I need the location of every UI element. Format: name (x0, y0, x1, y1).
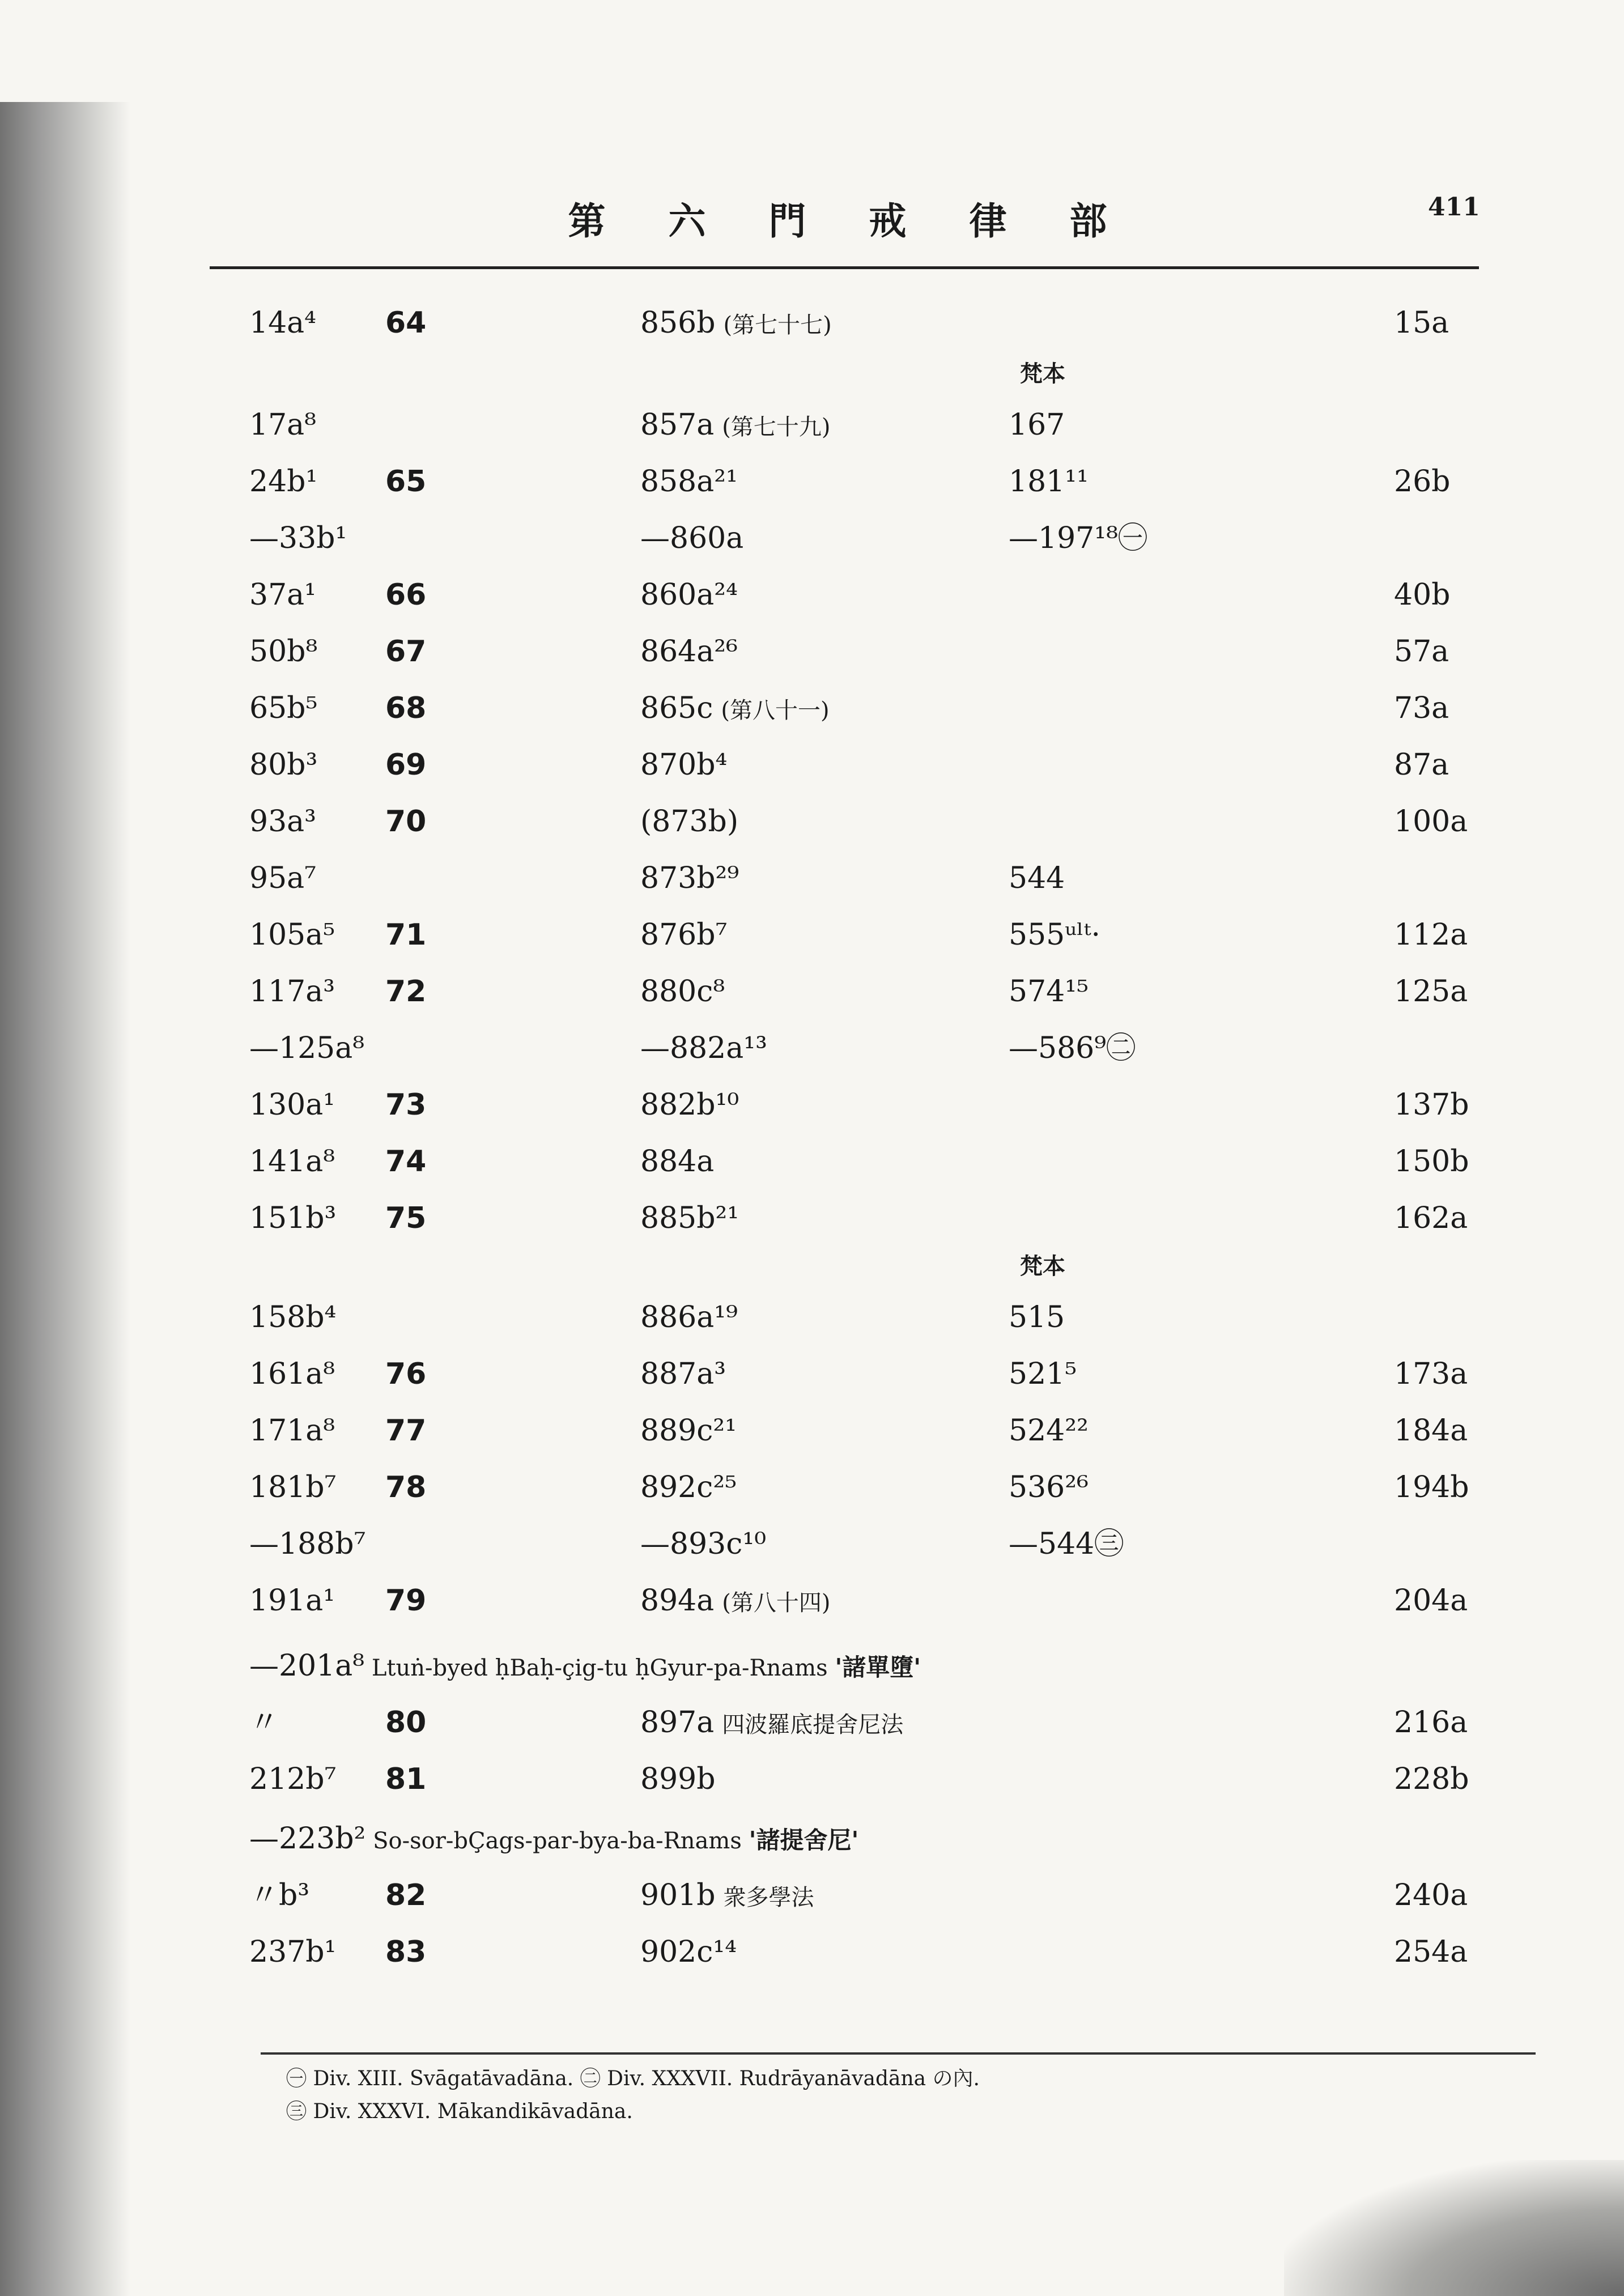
footnote-line: ㊂ Div. XXXVI. Mākandikāvadāna. (286, 2100, 633, 2123)
number-cell-text: 77 (385, 1414, 427, 1448)
ref-cell-text: 161a⁸ (249, 1357, 335, 1391)
number-cell-text: 78 (385, 1470, 427, 1504)
chapter-note: (第七十九) (722, 414, 831, 440)
ref-cell-text: 212b⁷ (249, 1762, 337, 1796)
number-cell (385, 1924, 426, 1980)
page-cell-text: 40b (1394, 578, 1451, 612)
page-cell (1394, 295, 1449, 351)
ref-cell (640, 1402, 745, 1459)
sanskrit-cell-text: 574¹⁵ (1009, 975, 1089, 1009)
ref-cell-text: 873b²⁹ (640, 861, 739, 895)
section-heading (0, 1810, 1624, 1867)
number-cell-text: 68 (385, 691, 427, 725)
page-cell-text: 112a (1394, 918, 1468, 952)
table-row (0, 1402, 1624, 1459)
ref-cell-text: 80b³ (249, 748, 318, 782)
section-line (249, 1638, 921, 1694)
sanskrit-cell-text: 521⁵ (1009, 1357, 1077, 1391)
ref-cell-text: 17a⁸ (249, 408, 317, 442)
section-line (249, 1810, 858, 1867)
ref-cell (640, 1459, 745, 1516)
number-cell (385, 453, 426, 510)
ref-cell-text: 887a³ (640, 1357, 726, 1391)
ref-cell (249, 397, 316, 453)
ref-cell (249, 1867, 309, 1924)
number-cell (385, 1190, 426, 1247)
number-cell-text: 80 (385, 1706, 427, 1740)
ref-cell-text: —893c¹⁰ (640, 1527, 767, 1561)
number-cell (385, 907, 426, 963)
page-cell-text: 228b (1394, 1762, 1469, 1796)
ref-cell (249, 850, 316, 907)
ref-cell-text: 191a¹ (249, 1584, 335, 1618)
sanskrit-cell (1009, 397, 1065, 453)
ref-cell-text: 897a (640, 1706, 715, 1740)
page-cell (1394, 907, 1468, 963)
ref-cell (249, 567, 316, 623)
sanskrit-cell (1009, 907, 1100, 963)
ref-cell-text: 181b⁷ (249, 1470, 337, 1504)
section-heading (0, 1638, 1624, 1694)
ref-cell (249, 623, 317, 680)
number-cell-text: 74 (385, 1145, 427, 1179)
page-number: 411 (1428, 193, 1480, 222)
number-cell (385, 567, 426, 623)
ref-cell-text: 65b⁵ (249, 691, 318, 725)
ref-cell (249, 1077, 335, 1133)
ref-cell (249, 1694, 279, 1751)
table-row (0, 1751, 1624, 1808)
page-cell (1394, 1572, 1468, 1629)
ref-cell-text: —882a¹³ (640, 1031, 767, 1065)
ref-cell-text: 865c (640, 691, 713, 725)
number-cell (385, 623, 426, 680)
ref-cell (640, 907, 735, 963)
sanskrit-cell (1009, 963, 1089, 1020)
number-cell-text: 66 (385, 578, 427, 612)
sanskrit-cell (1009, 1516, 1124, 1572)
table-row (0, 397, 1624, 453)
ref-cell (249, 295, 316, 351)
table-row (0, 623, 1624, 680)
ref-cell-text: 130a¹ (249, 1088, 335, 1122)
table-row (0, 1867, 1624, 1924)
ref-cell (640, 1572, 830, 1629)
page-cell-text: 173a (1394, 1357, 1468, 1391)
number-cell (385, 1867, 426, 1924)
ref-cell (249, 453, 317, 510)
number-cell-text: 79 (385, 1584, 427, 1618)
page-cell-text: 57a (1394, 635, 1449, 669)
number-cell (385, 1459, 426, 1516)
page-cell-text: 150b (1394, 1145, 1469, 1179)
sanskrit-cell-text: —197¹⁸㊀ (1009, 521, 1147, 555)
sanskrit-cell (1009, 1346, 1077, 1402)
table-row (0, 963, 1624, 1020)
ref-cell (640, 453, 746, 510)
ref-cell-text: 24b¹ (249, 465, 318, 499)
ref-cell-text: 889c²¹ (640, 1414, 737, 1448)
page-cell (1394, 1751, 1469, 1808)
page-cell (1394, 737, 1449, 793)
ref-cell-text: 884a (640, 1145, 715, 1179)
sanskrit-cell-text: —586⁹㊁ (1009, 1031, 1136, 1065)
ref-cell-text: 〃b³ (249, 1878, 310, 1912)
ref-cell-text: 171a⁸ (249, 1414, 335, 1448)
table-row (0, 793, 1624, 850)
number-cell (385, 295, 426, 351)
number-cell (385, 793, 426, 850)
number-cell-text: 75 (385, 1201, 427, 1235)
ref-cell-text: 14a⁴ (249, 306, 317, 340)
page-cell (1394, 567, 1450, 623)
ref-cell-text: 95a⁷ (249, 861, 317, 895)
table-row (0, 1572, 1624, 1629)
page-cell-text: 137b (1394, 1088, 1469, 1122)
ref-cell (249, 1020, 364, 1077)
ref-cell-text: 37a¹ (249, 578, 317, 612)
ref-cell (249, 1346, 335, 1402)
sanskrit-cell-text: 555ᵘˡᵗ· (1009, 918, 1100, 952)
table-row (0, 1289, 1624, 1346)
ref-cell-text: 901b (640, 1878, 716, 1912)
ref-cell-text: 50b⁸ (249, 635, 318, 669)
section-title: Ltuṅ-byed ḥBaḥ-çig-tu ḥGyur-pa-Rnams (371, 1655, 828, 1681)
table-row (0, 1020, 1624, 1077)
ref-cell-text: 151b³ (249, 1201, 337, 1235)
ref-cell-text: 237b¹ (249, 1935, 337, 1969)
page-cell (1394, 623, 1449, 680)
ref-cell-text: 885b²¹ (640, 1201, 739, 1235)
page-cell (1394, 1190, 1468, 1247)
table-row (0, 453, 1624, 510)
page-cell (1394, 680, 1449, 737)
ref-cell (640, 1020, 775, 1077)
page-cell (1394, 1694, 1468, 1751)
ref-cell (640, 567, 746, 623)
number-cell (385, 1077, 426, 1133)
sanskrit-cell-text: 524²² (1009, 1414, 1089, 1448)
ref-cell-text: 856b (640, 306, 716, 340)
ref-cell-text: —33b¹ (249, 521, 347, 555)
page-cell (1394, 1459, 1469, 1516)
table-row (0, 737, 1624, 793)
number-cell (385, 1402, 426, 1459)
table-row (0, 1694, 1624, 1751)
number-cell-text: 67 (385, 635, 427, 669)
section-title: So-sor-bÇags-par-bya-ba-Rnams (373, 1828, 742, 1854)
table-row (0, 850, 1624, 907)
page-cell (1394, 1133, 1469, 1190)
ref-cell (249, 963, 335, 1020)
number-cell-text: 71 (385, 918, 427, 952)
sanskrit-cell-text: 167 (1009, 408, 1065, 442)
ref-cell (640, 397, 830, 453)
ref-cell (249, 1459, 336, 1516)
page-cell (1394, 793, 1468, 850)
footnote-rule (261, 2052, 1536, 2055)
sanskrit-cell (1009, 1402, 1089, 1459)
ref-cell-text: —125a⁸ (249, 1031, 365, 1065)
number-cell-text: 70 (385, 805, 427, 839)
page-cell (1394, 1077, 1469, 1133)
ref-cell-text: 899b (640, 1762, 716, 1796)
ref-cell (640, 793, 746, 850)
sanskrit-cell (1009, 850, 1065, 907)
chapter-note: (第八十四) (722, 1590, 831, 1616)
page-title: 第 六 門 戒 律 部 (568, 199, 1132, 243)
page-cell-text: 194b (1394, 1470, 1469, 1504)
number-cell-text: 73 (385, 1088, 427, 1122)
page-cell-text: 100a (1394, 805, 1468, 839)
page-cell-text: 204a (1394, 1584, 1468, 1618)
table-row (0, 510, 1624, 567)
ref-cell (249, 1402, 335, 1459)
ref-cell-text: 876b⁷ (640, 918, 728, 952)
page-cell (1394, 453, 1450, 510)
ref-cell-text: (873b) (640, 805, 739, 839)
section-ref: —223b² (249, 1822, 366, 1856)
number-cell (385, 737, 426, 793)
number-cell-text: 69 (385, 748, 427, 782)
number-cell-text: 72 (385, 975, 427, 1009)
ref-cell (249, 1924, 336, 1980)
number-cell (385, 1572, 426, 1629)
sanskrit-cell (1009, 453, 1089, 510)
section-title-cjk: '諸單墮' (835, 1653, 921, 1681)
ref-cell-text: 857a (640, 408, 715, 442)
header-rule (210, 266, 1479, 269)
ref-cell (640, 510, 751, 567)
ref-cell (640, 1694, 903, 1751)
ref-cell (640, 1924, 745, 1980)
ref-cell (640, 1867, 814, 1924)
ref-cell (640, 850, 747, 907)
ref-cell-text: 158b⁴ (249, 1300, 337, 1334)
ref-cell-text: 902c¹⁴ (640, 1935, 737, 1969)
page-cell-text: 162a (1394, 1201, 1468, 1235)
ref-cell (640, 1133, 722, 1190)
page-cell (1394, 1924, 1468, 1980)
page-cell (1394, 963, 1468, 1020)
sanskrit-cell (1009, 1459, 1089, 1516)
table-row (0, 1190, 1624, 1247)
ref-cell-text: 870b⁴ (640, 748, 728, 782)
section-ref: —201a⁸ (249, 1649, 365, 1683)
page-cell (1394, 1402, 1468, 1459)
ref-cell (249, 737, 317, 793)
footnotes (286, 2063, 980, 2128)
number-cell (385, 1133, 426, 1190)
number-cell-text: 81 (385, 1762, 427, 1796)
sanskrit-cell-text: 181¹¹ (1009, 465, 1089, 499)
number-cell (385, 680, 426, 737)
sanskrit-label: 梵本 (1020, 360, 1065, 387)
ref-cell (640, 623, 746, 680)
chapter-note: (第七十七) (723, 312, 832, 338)
page-cell-text: 216a (1394, 1706, 1468, 1740)
ref-cell (640, 737, 735, 793)
footnote-line: ㊀ Div. XIII. Svāgatāvadāna. ㊁ Div. XXXVII. Rudrāyanāvadāna の內. (286, 2067, 980, 2090)
sanskrit-cell-text: —544㊂ (1009, 1527, 1124, 1561)
sanskrit-cell (1009, 1289, 1065, 1346)
chapter-note: 衆多學法 (723, 1885, 814, 1911)
page-cell-text: 73a (1394, 691, 1449, 725)
table-row (0, 1516, 1624, 1572)
ref-cell-text: 880c⁸ (640, 975, 725, 1009)
ref-cell-text: 864a²⁶ (640, 635, 738, 669)
ref-cell-text: 117a³ (249, 975, 335, 1009)
number-cell (385, 963, 426, 1020)
ref-cell (249, 907, 335, 963)
table-row (0, 567, 1624, 623)
page-cell-text: 87a (1394, 748, 1449, 782)
chapter-note: 四波羅底提舍尼法 (722, 1712, 904, 1738)
page-cell-text: 26b (1394, 465, 1451, 499)
number-cell (385, 1346, 426, 1402)
ref-cell-text: 860a²⁴ (640, 578, 738, 612)
sanskrit-cell (1009, 510, 1147, 567)
ref-cell (640, 1346, 734, 1402)
ref-cell-text: 141a⁸ (249, 1145, 335, 1179)
table-row (0, 295, 1624, 351)
number-cell-text: 65 (385, 465, 427, 499)
ref-cell-text: 894a (640, 1584, 715, 1618)
ref-cell (640, 1289, 746, 1346)
ref-cell (249, 1133, 335, 1190)
ref-cell (249, 680, 317, 737)
page-cell-text: 15a (1394, 306, 1449, 340)
number-cell (385, 1751, 426, 1808)
number-cell-text: 83 (385, 1935, 427, 1969)
sanskrit-cell-text: 515 (1009, 1300, 1065, 1334)
number-cell-text: 64 (385, 306, 427, 340)
chapter-note: (第八十一) (721, 698, 830, 724)
ref-cell (640, 1077, 747, 1133)
ref-cell (640, 963, 733, 1020)
number-cell-text: 82 (385, 1878, 427, 1912)
ref-cell-text: —188b⁷ (249, 1527, 366, 1561)
ref-cell (249, 1289, 336, 1346)
ref-cell (640, 680, 830, 737)
ref-cell (249, 1190, 336, 1247)
ref-cell (640, 1751, 724, 1808)
section-title-cjk: '諸提舍尼' (749, 1826, 859, 1854)
page-cell-text: 125a (1394, 975, 1468, 1009)
ref-cell-text: 886a¹⁹ (640, 1300, 738, 1334)
ref-cell-text: 〃 (249, 1706, 279, 1740)
number-cell-text: 76 (385, 1357, 427, 1391)
table-row (0, 1346, 1624, 1402)
ref-cell-text: —860a (640, 521, 744, 555)
page-cell-text: 240a (1394, 1878, 1468, 1912)
ref-cell (640, 295, 832, 351)
table-row (0, 1459, 1624, 1516)
table-row (0, 907, 1624, 963)
sanskrit-cell (1009, 1020, 1136, 1077)
table-row (0, 1077, 1624, 1133)
page-cell-text: 254a (1394, 1935, 1468, 1969)
sanskrit-label: 梵本 (1020, 1253, 1065, 1279)
table-row (0, 1924, 1624, 1980)
ref-cell (249, 510, 347, 567)
number-cell (385, 1694, 426, 1751)
ref-cell-text: 892c²⁵ (640, 1470, 737, 1504)
ref-cell (640, 1516, 774, 1572)
ref-cell (249, 793, 316, 850)
page-cell-text: 184a (1394, 1414, 1468, 1448)
page-cell (1394, 1867, 1468, 1924)
sanskrit-cell-text: 544 (1009, 861, 1065, 895)
ref-cell (249, 1572, 335, 1629)
ref-cell (640, 1190, 747, 1247)
ref-cell-text: 858a²¹ (640, 465, 738, 499)
ref-cell-text: 93a³ (249, 805, 317, 839)
table-row (0, 680, 1624, 737)
ref-cell (249, 1751, 336, 1808)
ref-cell-text: 105a⁵ (249, 918, 335, 952)
ref-cell-text: 882b¹⁰ (640, 1088, 739, 1122)
table-row (0, 1133, 1624, 1190)
sanskrit-cell-text: 536²⁶ (1009, 1470, 1089, 1504)
ref-cell (249, 1516, 365, 1572)
page-cell (1394, 1346, 1468, 1402)
